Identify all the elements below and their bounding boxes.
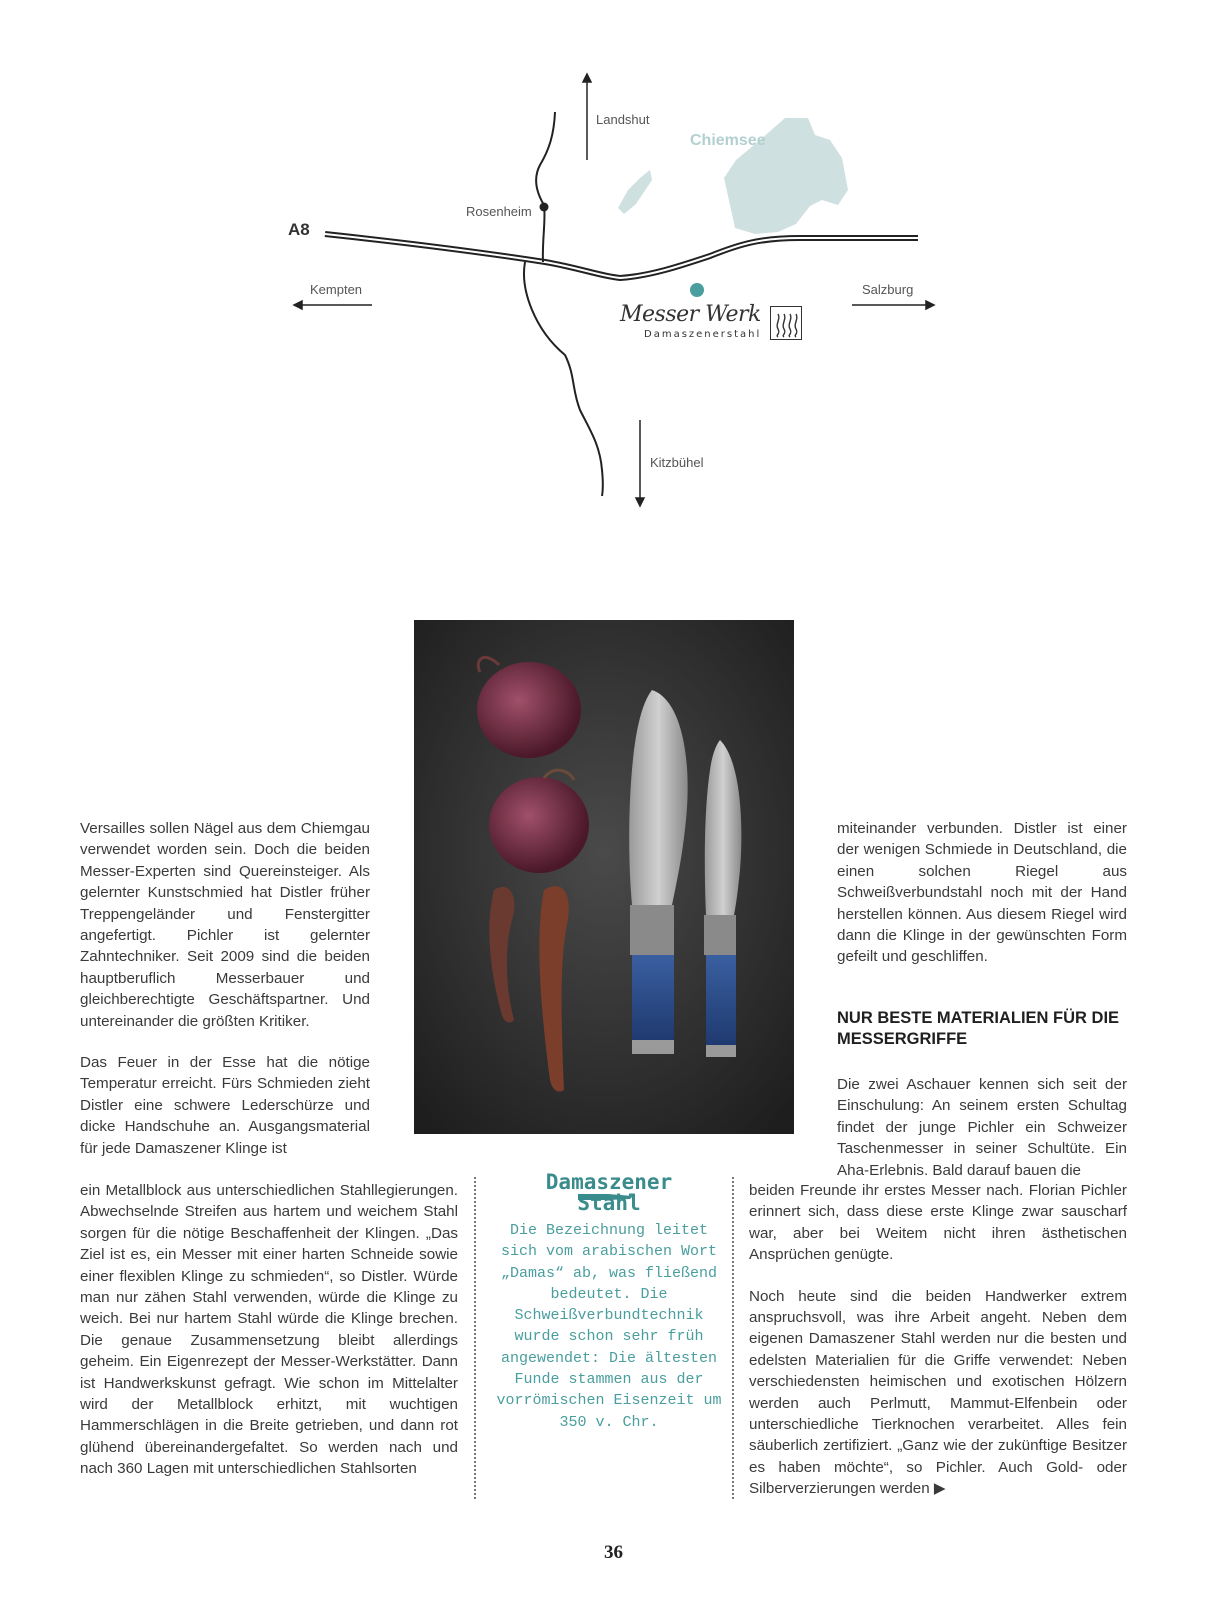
place-kempten: Kempten xyxy=(310,282,363,297)
highway-a8 xyxy=(325,234,918,278)
left-paragraph-2-bottom: ein Metallblock aus unterschiedlichen Stahllegierungen. Abwechselnde Streifen aus hartem und weichem Stahl sorgen für die nötige Beschaffenheit der Klingen. „Das Ziel ist es, ein Messer mit einer harten Schneide sowie einer flexiblen Klinge zu schmieden“, so Distler. Würde man nur zähen Stahl verwenden, würde die Klinge zu weich. Bei nur hartem Stahl würde die Klinge brechen. Die genaue Zusammensetzung bleibt allerdings geheim. Ein Eigenrezept der Messer-Werkstätter. Dann ist Handwerkskunst gefragt. Wie schon im Mittelalter wird der Metallblock erhitzt, mit wuchtigen Hammerschlägen in die Breite getrieben, und dann rot glühend übereinandergefaltet. So werden nach und nach 360 Lagen mit unterschiedlichen Stahlsorten xyxy=(80,1182,458,1478)
place-landshut: Landshut xyxy=(596,112,650,127)
right-column-middle xyxy=(837,1074,1127,1181)
info-box-title-1: Damaszener xyxy=(545,1170,673,1194)
left-column-top xyxy=(80,818,370,1159)
lake-label: Chiemsee xyxy=(690,132,766,149)
onion-middle xyxy=(489,777,589,873)
sidebar-divider-left xyxy=(474,1177,476,1499)
section-heading: NUR BESTE MATERIALIEN FÜR DIE MESSERGRIFFE xyxy=(837,1009,1120,1048)
right-paragraph-3: Noch heute sind die beiden Handwerker extrem anspruchsvoll, was ihre Arbeit angeht. Neben dem eigenen Damaszener Stahl werden nur die besten und edelsten Materialien für die Griffe verwendet: Neben verschiedensten heimischen und exotischen Hölzern werden auch Perlmutt, Mammut-Elfenbein oder unterschiedliche Tierknochen verarbeitet. Alles fein säuberlich zertifiziert. „Ganz wie der zukünftige Besitzer es haben möchte“, so Pichler. Auch Gold- oder Silberverzierungen werden ▶ xyxy=(749,1287,1127,1498)
map-drawing xyxy=(0,0,1227,560)
road-kitzbuehel xyxy=(524,262,603,496)
right-paragraph-2-bottom: beiden Freunde ihr erstes Messer nach. Florian Pichler erinnert sich, dass diese erste Klinge zwar sauscharf war, aber bei Weitem nicht ihren ästhetischen Ansprüchen genügte. xyxy=(749,1182,1127,1264)
messerwerk-logo-text: Messer Werk xyxy=(620,302,761,327)
small-lake-shape xyxy=(618,170,652,214)
onion-top xyxy=(477,662,581,758)
messerwerk-logo-subtitle: Damaszenerstahl xyxy=(644,329,762,340)
knife-large-handle xyxy=(632,955,674,1040)
highway-label: A8 xyxy=(288,220,310,239)
right-paragraph-2-top: Die zwei Aschauer kennen sich seit der Einschulung: An seinem ersten Schultag findet der junge Pichler ein Schweizer Taschenmesser in seiner Schultüte. Ein Aha-Erlebnis. Bald darauf bauen die xyxy=(837,1076,1127,1179)
place-salzburg: Salzburg xyxy=(862,282,914,297)
page-number: 36 xyxy=(604,1542,623,1563)
right-column-top xyxy=(837,818,1127,988)
rosenheim-marker xyxy=(540,203,549,212)
knife-small-handle xyxy=(706,955,736,1045)
right-paragraph-1: miteinander verbunden. Distler ist einer der wenigen Schmiede in Deutschland, die einen solchen Riegel aus Schweißverbundstahl noch mit der Hand herstellen können. Aus diesem Riegel wird dann die Klinge in der gewünschten Form gefeilt und geschliffen. xyxy=(837,820,1127,966)
messerwerk-logo-box xyxy=(770,306,802,340)
arrow-south-icon xyxy=(636,420,644,506)
place-kitzbuehel: Kitzbühel xyxy=(650,455,704,470)
info-box-title-2: Stahl xyxy=(577,1191,641,1215)
left-paragraph-1: Versailles sollen Nägel aus dem Chiemgau verwendet worden sein. Doch die beiden Messer-Experten sind Quereinsteiger. Als gelernter Kunstschmied hat Distler früher Treppengeländer und Fenstergitter angefertigt. Pichler ist gelernter Zahntechniker. Seit 2009 sind die beiden hauptberuflich Messerbauer und gleichberechtigte Geschäftspartner. Und untereinander die größten Kritiker. xyxy=(80,820,370,1030)
right-column-bottom xyxy=(749,1180,1127,1500)
messerwerk-marker xyxy=(690,283,704,297)
info-box-body: Die Bezeichnung leitet sich vom arabischen Wort „Damas“ ab, was fließend bedeutet. Die Schweißverbundtechnik wurde schon sehr früh angewendet: Die ältesten Funde stammen aus der vorrömischen Eisenzeit um 350 v. Chr. xyxy=(496,1222,722,1431)
place-rosenheim: Rosenheim xyxy=(466,204,532,219)
arrow-west-icon xyxy=(294,301,372,309)
left-paragraph-2-top: Das Feuer in der Esse hat die nötige Temperatur erreicht. Fürs Schmieden zieht Distler eine schwere Lederschürze und dicke Handschuhe an. Ausgangsmaterial für jede Damaszener Klinge ist xyxy=(80,1054,370,1157)
sidebar-divider-right xyxy=(732,1177,734,1499)
location-map xyxy=(0,0,1227,560)
left-column-bottom xyxy=(80,1180,458,1480)
arrow-north-icon xyxy=(583,74,591,160)
knives-illustration xyxy=(414,620,794,1134)
knives-photo xyxy=(414,620,794,1134)
arrow-east-icon xyxy=(852,301,934,309)
road-rosenheim xyxy=(536,112,555,262)
info-box xyxy=(489,1172,729,1433)
